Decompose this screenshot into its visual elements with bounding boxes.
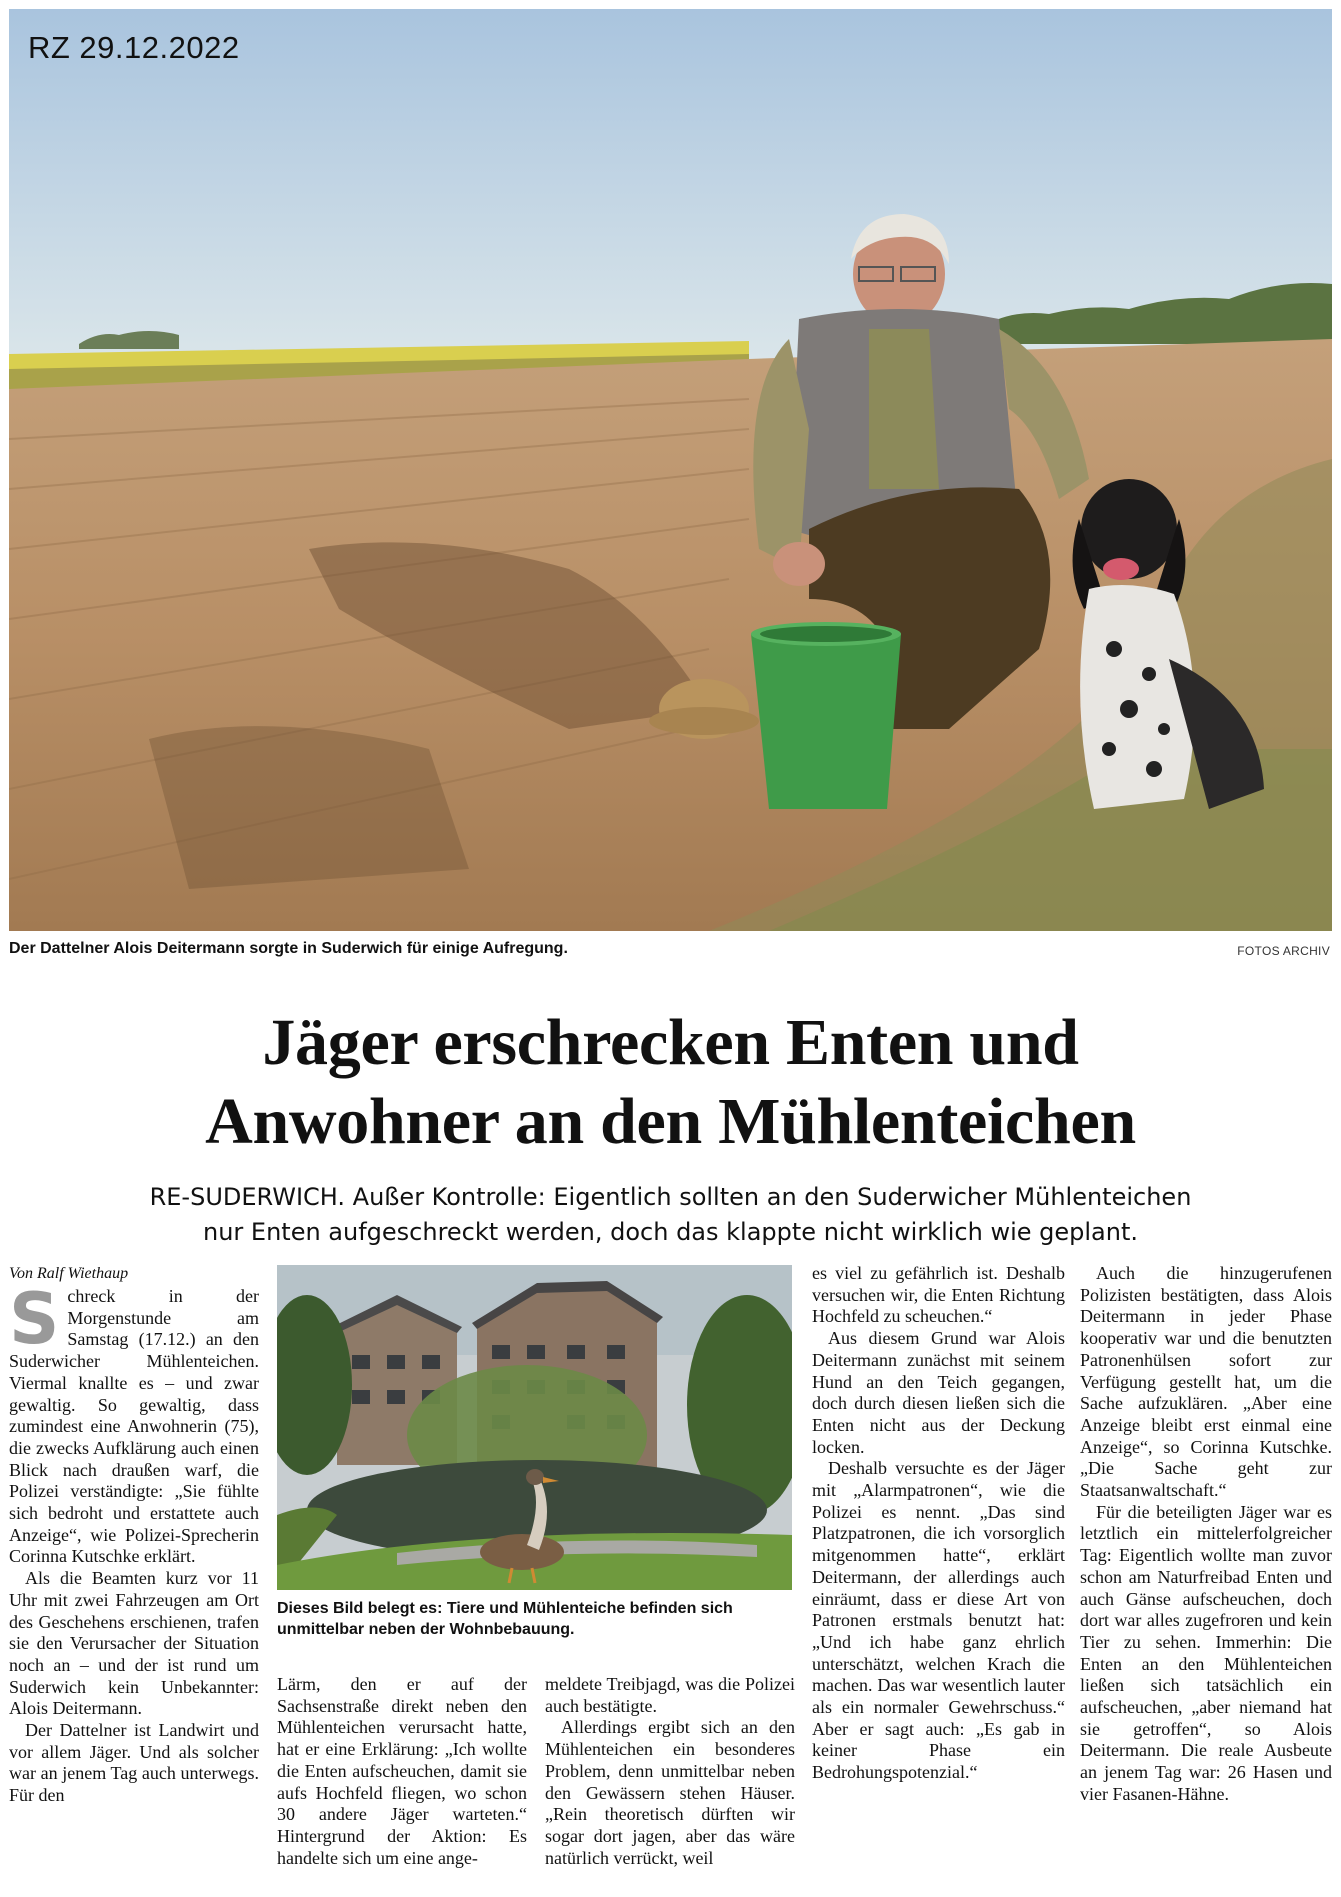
- headline: [0, 1003, 1341, 1161]
- teaser-line-1: RE-SUDERWICH. Außer Kontrolle: Eigentlich sollten an den Suderwicher Mühlenteichen: [149, 1183, 1192, 1211]
- article-column-5: [1080, 1263, 1332, 1806]
- photo-credit: FOTOS ARCHIV: [1237, 944, 1330, 958]
- pond-photo: [277, 1265, 792, 1590]
- article-paragraph: es viel zu gefährlich ist. Deshalb versuchen wir, die Enten Richtung Hochfeld zu scheuchen.“: [812, 1263, 1065, 1327]
- pond-photo-caption: Dieses Bild belegt es: Tiere und Mühlenteiche befinden sich unmittelbar neben der Wohnbebauung.: [277, 1600, 733, 1638]
- main-photo: [9, 9, 1332, 931]
- article-paragraph: Lärm, den er auf der Sachsenstraße direkt neben den Mühlenteichen verursacht hatte, hat er eine Erklärung: „Ich wollte die Enten aufscheuchen, damit sie aufs Hochfeld fliegen, wo schon 30 andere Jäger warteten.“ Hintergrund der Aktion: Es handelte sich um eine ange-: [277, 1674, 527, 1868]
- headline-line-1: Jäger erschrecken Enten und: [262, 1006, 1079, 1079]
- article-column-1: [9, 1263, 259, 1807]
- headline-line-2: Anwohner an den Mühlenteichen: [205, 1085, 1136, 1158]
- article-paragraph: Der Dattelner ist Landwirt und vor allem Jäger. Und als solcher war an jenem Tag auch unterwegs. Für den: [9, 1720, 259, 1806]
- article-column-2: [277, 1674, 527, 1869]
- article-paragraph: Auch die hinzugerufenen Polizisten bestätigten, dass Alois Deitermann in jeder Phase kooperativ war und die benutzten Patronenhülsen sofort zur Verfügung gestellt hat, um die Sache aufzuklären. „Aber eine Anzeige bleibt erst einmal eine Anzeige“, so Corinna Kutschke. „Die Sache geht zur Staatsanwaltschaft.“: [1080, 1263, 1332, 1501]
- article-paragraph: Schreck in der Morgenstunde am Samstag (17.12.) an den Suderwicher Mühlenteichen. Viermal knallte es – und zwar gewaltig. So gewaltig, dass zumindest eine Anwohnerin (75), die zwecks Aufklärung auch einen Blick nach draußen warf, die Polizei verständigte: „Sie fühlte sich bedroht und erstattete auch Anzeige“, wie Polizei-Sprecherin Corinna Kutschke erklärt.: [9, 1278, 259, 1567]
- article-paragraph: Für die beteiligten Jäger war es letztlich ein mittelerfolgreicher Tag: Eigentlich wollte man zuvor schon am Naturfreibad Enten und auch Gänse aufscheuchen, doch dort war alles zugefroren und kein Tier zu sehen. Immerhin: Die Enten an den Mühlenteichen ließen sich tatsächlich ein aufscheuchen, „aber niemand hat sie getroffen“, so Alois Deitermann. Die reale Ausbeute an jenem Tag war: 26 Hasen und vier Fasanen-Hähne.: [1080, 1501, 1332, 1804]
- article-column-4: [812, 1263, 1065, 1784]
- article-paragraph: meldete Treibjagd, was die Polizei auch bestätigte.: [545, 1674, 795, 1716]
- main-photo-caption: Der Dattelner Alois Deitermann sorgte in Suderwich für einige Aufregung.: [9, 940, 568, 957]
- article-paragraph: Aus diesem Grund war Alois Deitermann zunächst mit seinem Hund an den Teich gegangen, doch durch diesen ließen sich die Enten nicht aus der Deckung locken.: [812, 1328, 1065, 1457]
- teaser: [100, 1180, 1241, 1250]
- article-paragraph: Als die Beamten kurz vor 11 Uhr mit zwei Fahrzeugen am Ort des Geschehens erschienen, trafen sie den Verursacher der Situation noch an – und der ist rund um Suderwich kein Unbekannter: Alois Deitermann.: [9, 1568, 259, 1719]
- article-paragraph: Deshalb versuchte es der Jäger mit „Alarmpatronen“, wie die Polizei es nennt. „Das sind Platzpatronen, die ich vorsorglich mitgenommen hatte“, erklärt Deitermann, der allerdings auch einräumt, dass er diese Art von Patronen erstmals benutzt hat: „Und ich habe ganz ehrlich unterschätzt, welchen Krach die machen. Das war wesentlich lauter als ein normaler Gewehrschuss.“ Aber er sagt auch: „Es gab in keiner Phase ein Bedrohungspotenzial.“: [812, 1458, 1065, 1783]
- article-column-3: [545, 1674, 795, 1869]
- drop-cap: S: [9, 1278, 60, 1360]
- teaser-line-2: nur Enten aufgeschreckt werden, doch das klappte nicht wirklich wie geplant.: [202, 1218, 1138, 1246]
- article-paragraph: Allerdings ergibt sich an den Mühlenteichen ein besonderes Problem, denn unmittelbar neben den Gewässern stehen Häuser. „Rein theoretisch dürften wir sogar dort jagen, aber das wäre natürlich verrückt, weil: [545, 1717, 795, 1868]
- byline: Von Ralf Wiethaup: [9, 1265, 129, 1282]
- publication-date-stamp: RZ 29.12.2022: [28, 30, 240, 65]
